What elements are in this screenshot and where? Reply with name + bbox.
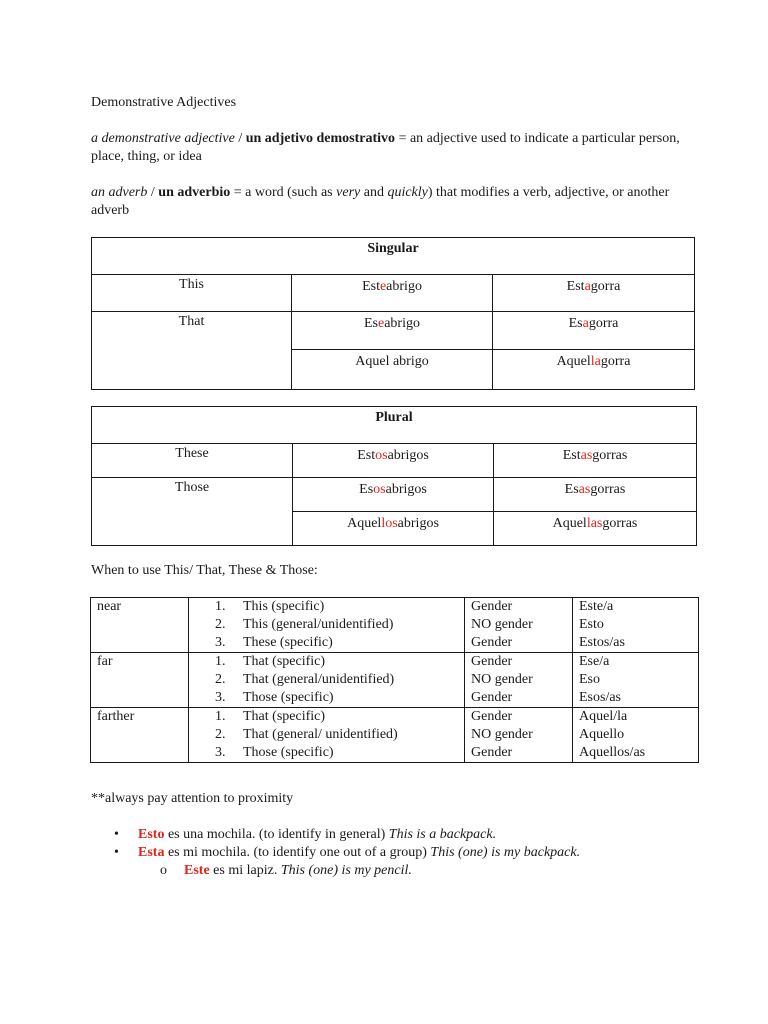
forms-cell: Ese/a Eso Esos/as: [573, 653, 699, 708]
separator: /: [150, 185, 155, 200]
bullet-icon: •: [114, 845, 119, 860]
table-row: [91, 598, 699, 653]
singular-heading: Singular: [92, 238, 695, 275]
spanish-sentence: es una mochila. (to identify in general): [164, 827, 389, 842]
definition-text-2: and: [363, 185, 384, 200]
gender-cell: Gender NO gender Gender: [465, 708, 573, 763]
definition-text-1: a word (such as: [245, 185, 333, 200]
usage-heading: When to use This/ That, These & Those:: [91, 563, 318, 578]
english-cell: This: [92, 275, 292, 312]
feminine-cell: Aquellasgorras: [494, 512, 697, 546]
term-english: a demonstrative adjective: [91, 131, 235, 146]
list-item: 3. These (specific): [215, 635, 333, 650]
gender-cell: Gender NO gender Gender: [465, 653, 573, 708]
masculine-cell: Aquel abrigo: [292, 350, 493, 390]
table-row: [91, 653, 699, 708]
english-translation: This (one) is my pencil.: [280, 863, 412, 878]
table-row: [92, 478, 697, 512]
definition-text: an adjective used to indicate a particular person, place, thing, or idea: [91, 131, 680, 164]
english-translation: This is a backpack.: [388, 827, 497, 842]
english-cell: These: [92, 444, 293, 478]
singular-table: [91, 237, 695, 390]
equals: =: [398, 131, 407, 146]
highlight-word: Esta: [138, 845, 165, 860]
masculine-cell: Esosabrigos: [293, 478, 494, 512]
list-item: 1. That (specific): [215, 709, 326, 724]
list-item: 2. That (general/unidentified): [215, 672, 395, 687]
usage-table: [90, 597, 699, 763]
bullet-icon: •: [114, 827, 119, 842]
spanish-sentence: es mi mochila. (to identify one out of a group): [164, 845, 431, 860]
forms-cell: Este/a Esto Estos/as: [573, 598, 699, 653]
feminine-cell: Estagorra: [493, 275, 695, 312]
definition-adjective: [91, 130, 708, 166]
english-cell: That: [92, 312, 292, 390]
list-item: 3. Those (specific): [215, 690, 334, 705]
list-item: 1. That (specific): [215, 654, 326, 669]
equals: =: [233, 185, 242, 200]
table-row: [92, 312, 695, 350]
masculine-cell: Esteabrigo: [292, 275, 493, 312]
list-item: 3. Those (specific): [215, 745, 334, 760]
separator: /: [238, 131, 243, 146]
page-title: Demonstrative Adjectives: [91, 95, 237, 110]
masculine-cell: Estosabrigos: [293, 444, 494, 478]
list-item: 2. This (general/unidentified): [215, 617, 394, 632]
english-cell: Those: [92, 478, 293, 546]
definition-text-3: ) that modifies a verb, adjective, or another adverb: [91, 185, 670, 218]
plural-heading: Plural: [92, 407, 697, 444]
list-item: 2. That (general/ unidentified): [215, 727, 398, 742]
distance-cell: farther: [91, 708, 189, 763]
sub-bullet-icon: o: [160, 863, 167, 878]
term-spanish: un adverbio: [158, 185, 231, 200]
feminine-cell: Estasgorras: [494, 444, 697, 478]
feminine-cell: Aquellagorra: [493, 350, 695, 390]
table-row: [92, 444, 697, 478]
highlight-word: Esto: [138, 827, 165, 842]
distance-cell: near: [91, 598, 189, 653]
table-row: [92, 275, 695, 312]
usage-list-cell: [189, 598, 465, 653]
example-word-very: very: [336, 185, 361, 200]
english-translation: This (one) is my backpack.: [430, 845, 581, 860]
definition-adverb: [91, 184, 708, 220]
masculine-cell: Aquellosabrigos: [293, 512, 494, 546]
proximity-note: **always pay attention to proximity: [91, 791, 294, 806]
list-item: 1. This (specific): [215, 599, 325, 614]
masculine-cell: Eseabrigo: [292, 312, 493, 350]
term-english: an adverb: [91, 185, 148, 200]
term-spanish: un adjetivo demostrativo: [245, 131, 396, 146]
table-row: [91, 708, 699, 763]
feminine-cell: Esagorra: [493, 312, 695, 350]
spanish-sentence: es mi lapiz.: [209, 863, 281, 878]
distance-cell: far: [91, 653, 189, 708]
usage-list-cell: [189, 653, 465, 708]
gender-cell: Gender NO gender Gender: [465, 598, 573, 653]
highlight-word: Este: [184, 863, 210, 878]
example-word-quickly: quickly: [387, 185, 428, 200]
plural-table: [91, 406, 697, 546]
feminine-cell: Esasgorras: [494, 478, 697, 512]
forms-cell: Aquel/la Aquello Aquellos/as: [573, 708, 699, 763]
usage-list-cell: [189, 708, 465, 763]
